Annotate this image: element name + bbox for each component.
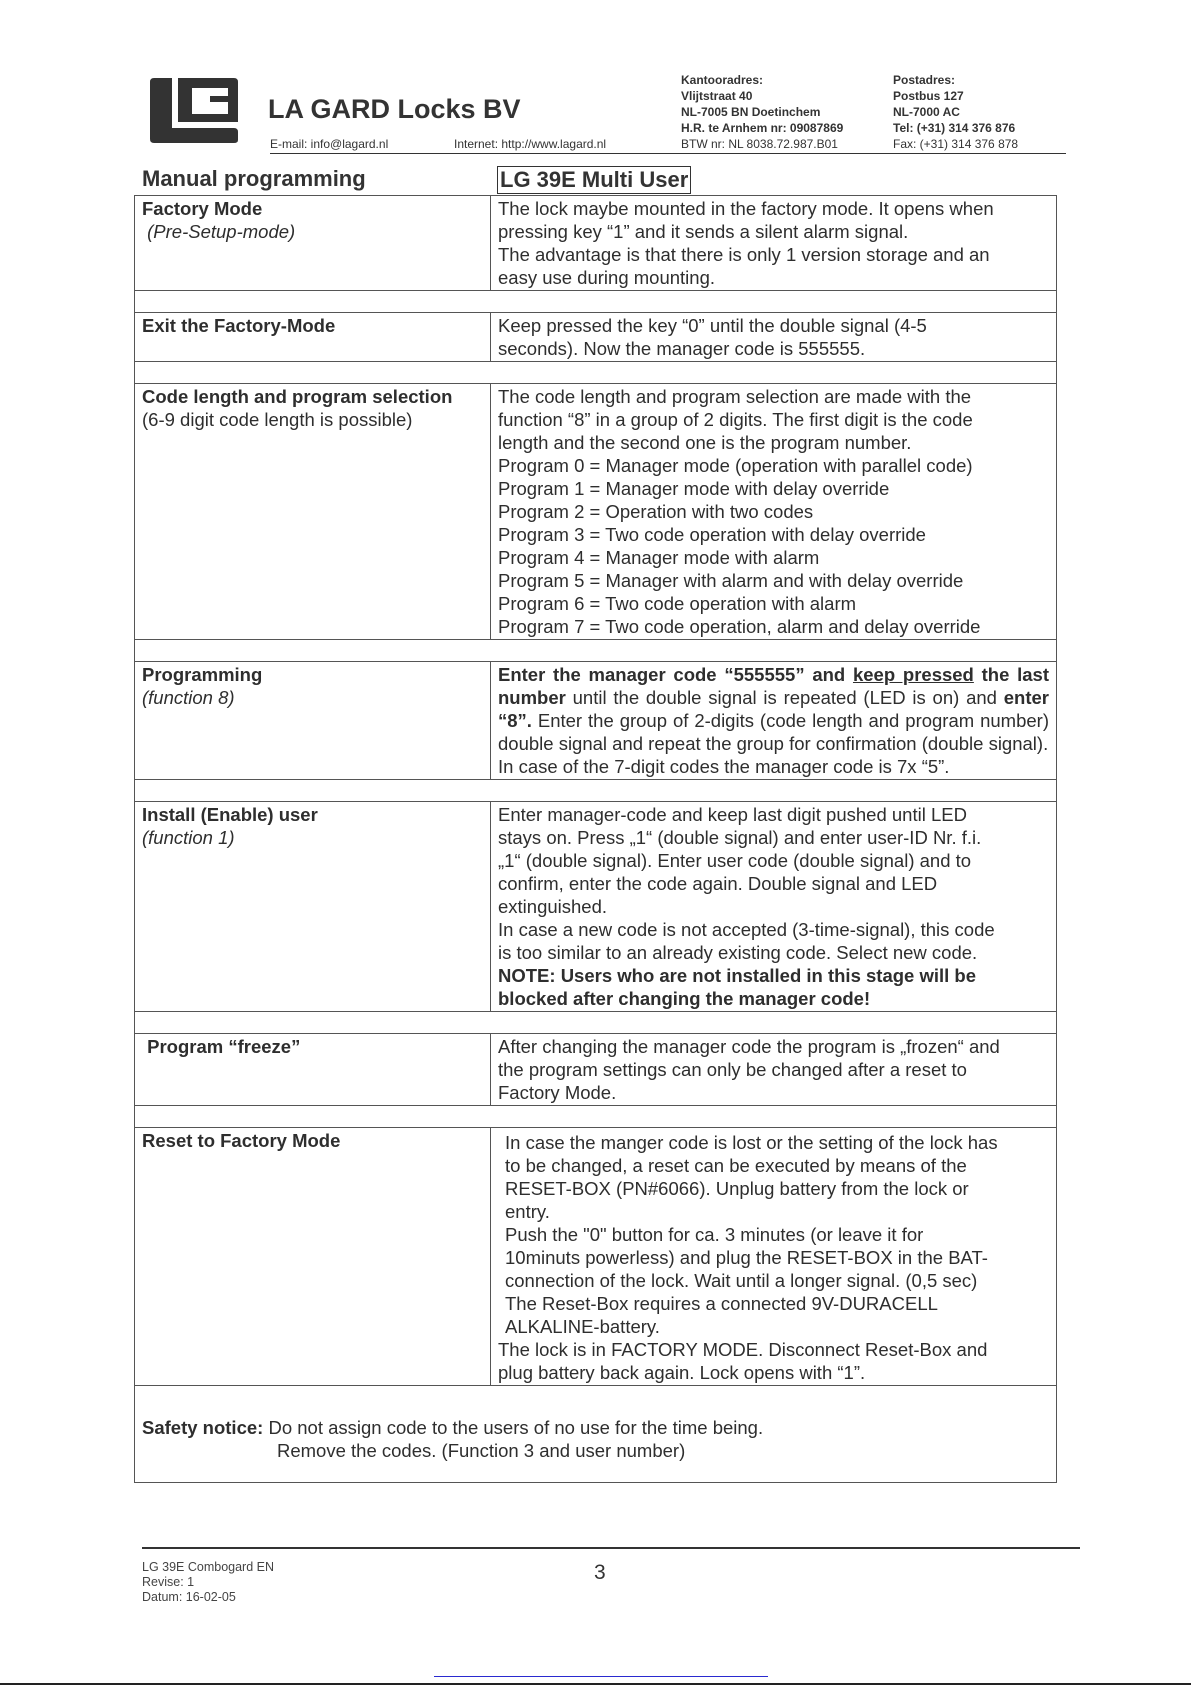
office-registry: H.R. te Arnhem nr: 09087869 — [681, 121, 844, 135]
office-vat: BTW nr: NL 8038.72.987.B01 — [681, 137, 838, 151]
postal-city: NL-7000 AC — [893, 105, 960, 119]
row-label: Exit the Factory-Mode — [135, 313, 491, 362]
table-row-programming — [135, 662, 1057, 780]
postal-box: Postbus 127 — [893, 89, 964, 103]
row-label: Program “freeze” — [135, 1034, 491, 1106]
postal-tel: Tel: (+31) 314 376 876 — [893, 121, 1016, 135]
table-spacer — [135, 780, 1057, 802]
product-title: LG 39E Multi User — [497, 166, 691, 194]
postal-fax: Fax: (+31) 314 376 878 — [893, 137, 1019, 151]
safety-notice: Safety notice: Do not assign code to the users of no use for the time being. Remove the codes. (Function 3 and user number) — [135, 1386, 1057, 1483]
table-row-factory-mode — [135, 196, 1057, 291]
postal-address — [893, 72, 1018, 152]
lg-logo-icon — [148, 76, 240, 144]
row-label: Install (Enable) user (function 1) — [135, 802, 491, 1012]
table-spacer — [135, 1106, 1057, 1128]
header-divider — [270, 153, 1066, 154]
footer-divider — [142, 1547, 1080, 1549]
row-description: Enter the manager code “555555” and keep pressed the last number until the double signal is repeated (LED is on) and enter “8”. Enter the group of 2-digits (code length and program number) double signal and repeat the group for confirmation (double signal). In case of the 7-digit codes the manager code is 7x “5”. — [491, 662, 1057, 780]
page-title: Manual programming — [142, 166, 366, 191]
table-spacer — [135, 640, 1057, 662]
postal-label: Postadres: — [893, 73, 956, 87]
programming-table — [134, 195, 1057, 1483]
table-row-exit-factory-mode — [135, 313, 1057, 362]
table-spacer — [135, 291, 1057, 313]
email-text: E-mail: info@lagard.nl — [270, 137, 389, 151]
office-city: NL-7005 BN Doetinchem — [681, 105, 821, 119]
link-underline — [434, 1676, 768, 1677]
row-label: Programming (function 8) — [135, 662, 491, 780]
table-row-code-length — [135, 384, 1057, 640]
table-row-reset-factory — [135, 1128, 1057, 1386]
footer-info: LG 39E Combogard EN Revise: 1 Datum: 16-02-05 — [142, 1560, 275, 1604]
row-description: After changing the manager code the program is „frozen“ and the program settings can only be changed after a reset to Factory Mode. — [491, 1034, 1057, 1106]
office-street: Vlijtstraat 40 — [681, 89, 753, 103]
row-description: The lock maybe mounted in the factory mode. It opens when pressing key “1” and it sends a silent alarm signal. The advantage is that there is only 1 version storage and an easy use during mounting. — [491, 196, 1057, 291]
internet-text: Internet: http://www.lagard.nl — [454, 137, 607, 151]
row-description: Keep pressed the key “0” until the double signal (4-5 seconds). Now the manager code is 555555. — [491, 313, 1057, 362]
office-label: Kantooradres: — [681, 73, 764, 87]
row-label: Code length and program selection (6-9 digit code length is possible) — [135, 384, 491, 640]
table-row-install-user — [135, 802, 1057, 1012]
table-row-safety-notice — [135, 1386, 1057, 1483]
row-label: Factory Mode (Pre-Setup-mode) — [135, 196, 491, 291]
company-name: LA GARD Locks BV — [268, 94, 521, 124]
table-row-program-freeze — [135, 1034, 1057, 1106]
row-description: Enter manager-code and keep last digit pushed until LED stays on. Press „1“ (double signal) and enter user-ID Nr. f.i. „1“ (double signal). Enter user code (double signal) and to confirm, enter the code again. Double signal and LED extinguished. In case a new code is not accepted (3-time-signal), this code is too similar to an already existing code. Select new code. NOTE: Users who are not installed in this stage will be blocked after changing the manager code! — [491, 802, 1057, 1012]
office-address — [681, 72, 843, 152]
row-description: In case the manger code is lost or the setting of the lock has to be changed, a reset can be executed by means of the RESET-BOX (PN#6066). Unplug battery from the lock or entry. Push the "0" button for ca. 3 minutes (or leave it for 10minuts powerless) and plug the RESET-BOX in the BAT- connection of the lock. Wait until a longer signal. (0,5 sec) The Reset-Box requires a connected 9V-DURACELL ALKALINE-battery. The lock is in FACTORY MODE. Disconnect Reset-Box and plug battery back again. Lock opens with “1”. — [491, 1128, 1057, 1386]
table-spacer — [135, 362, 1057, 384]
install-note: NOTE: Users who are not installed in this stage will be — [498, 965, 977, 986]
table-spacer — [135, 1012, 1057, 1034]
row-label: Reset to Factory Mode — [135, 1128, 491, 1386]
row-description: The code length and program selection are made with the function “8” in a group of 2 digits. The first digit is the code length and the second one is the program number. Program 0 = Manager mode (operation with parallel code) Program 1 = Manager mode with delay override Program 2 = Operation with two codes Program 3 = Two code operation with delay override Program 4 = Manager mode with alarm Program 5 = Manager with alarm and with delay override Program 6 = Two code operation with alarm Program 7 = Two code operation, alarm and delay override — [491, 384, 1057, 640]
page-number: 3 — [594, 1561, 606, 1584]
